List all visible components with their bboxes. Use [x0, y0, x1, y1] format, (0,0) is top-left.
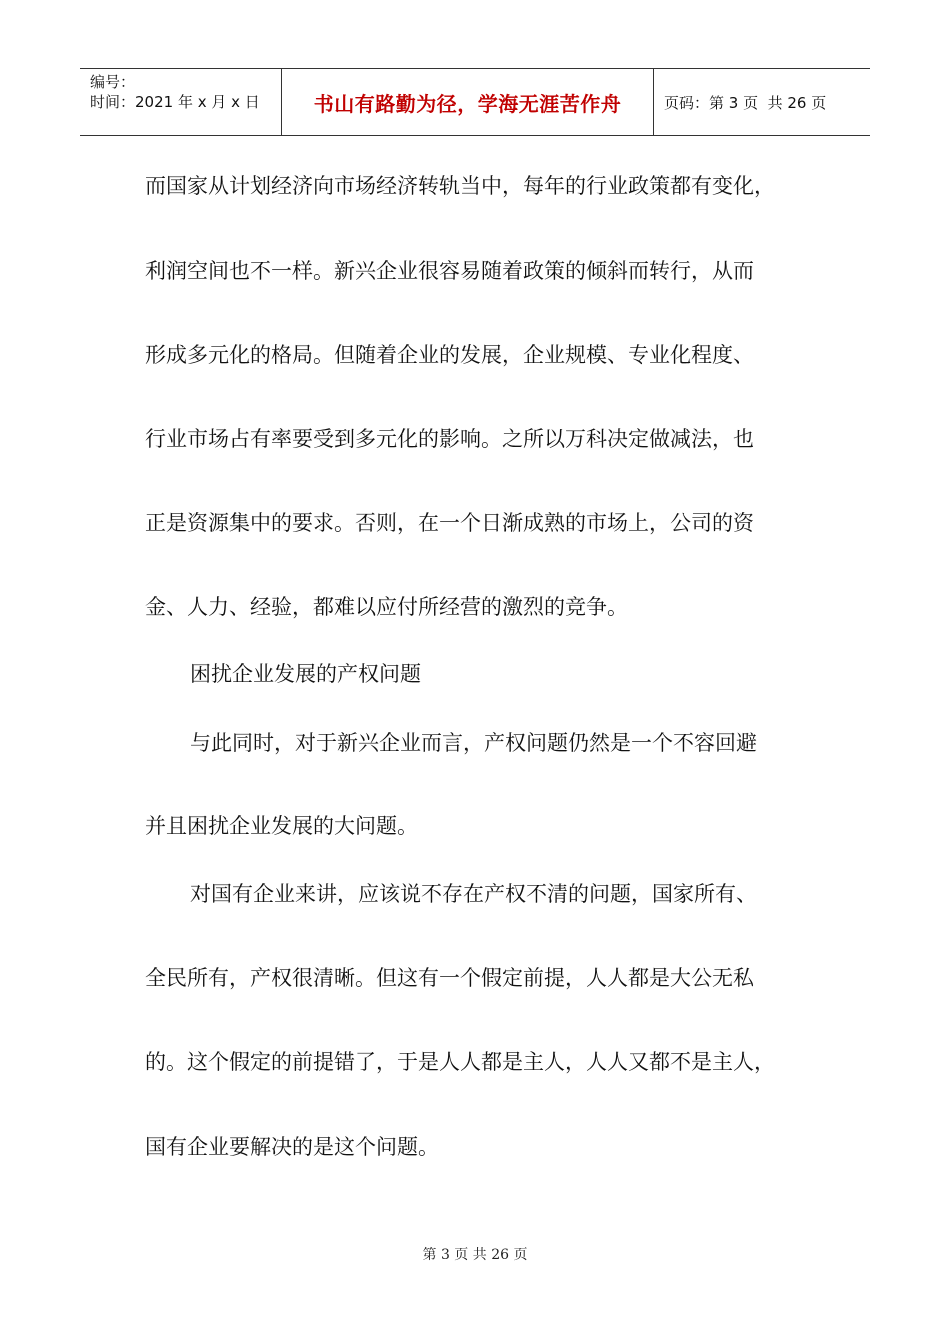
- body-line: 正是资源集中的要求。否则，在一个日渐成熟的市场上，公司的资: [145, 511, 754, 535]
- body-line: 金、人力、经验，都难以应付所经营的激烈的竞争。: [145, 595, 628, 619]
- body-line: 对国有企业来讲，应该说不存在产权不清的问题，国家所有、: [190, 882, 757, 906]
- body-line: 而国家从计划经济向市场经济转轨当中，每年的行业政策都有变化，: [145, 174, 775, 198]
- document-number-label: 编号：: [90, 73, 136, 91]
- page-header: [80, 68, 870, 136]
- body-line: 与此同时，对于新兴企业而言，产权问题仍然是一个不容回避: [190, 731, 757, 755]
- page-footer: [0, 1244, 950, 1264]
- document-date: 时间：2021 年 x 月 x 日: [90, 93, 260, 111]
- header-motto: 书山有路勤为径，学海无涯苦作舟: [313, 91, 622, 116]
- header-meta: [80, 69, 282, 135]
- header-motto-cell: [282, 69, 654, 135]
- body-line: 形成多元化的格局。但随着企业的发展，企业规模、专业化程度、: [145, 343, 754, 367]
- body-line: 行业市场占有率要受到多元化的影响。之所以万科决定做减法，也: [145, 427, 754, 451]
- body-line: 并且困扰企业发展的大问题。: [145, 814, 418, 838]
- body-line: 全民所有，产权很清晰。但这有一个假定前提，人人都是大公无私: [145, 966, 754, 990]
- body-line: 的。这个假定的前提错了，于是人人都是主人，人人又都不是主人，: [145, 1050, 775, 1074]
- header-page-cell: [654, 69, 870, 135]
- body-line: 国有企业要解决的是这个问题。: [145, 1135, 439, 1159]
- header-page-code: 页码：第 3 页 共 26 页: [664, 93, 827, 112]
- footer-page-number: 第 3 页 共 26 页: [422, 1247, 528, 1263]
- body-line: 利润空间也不一样。新兴企业很容易随着政策的倾斜而转行，从而: [145, 259, 754, 283]
- section-heading: 困扰企业发展的产权问题: [190, 662, 421, 686]
